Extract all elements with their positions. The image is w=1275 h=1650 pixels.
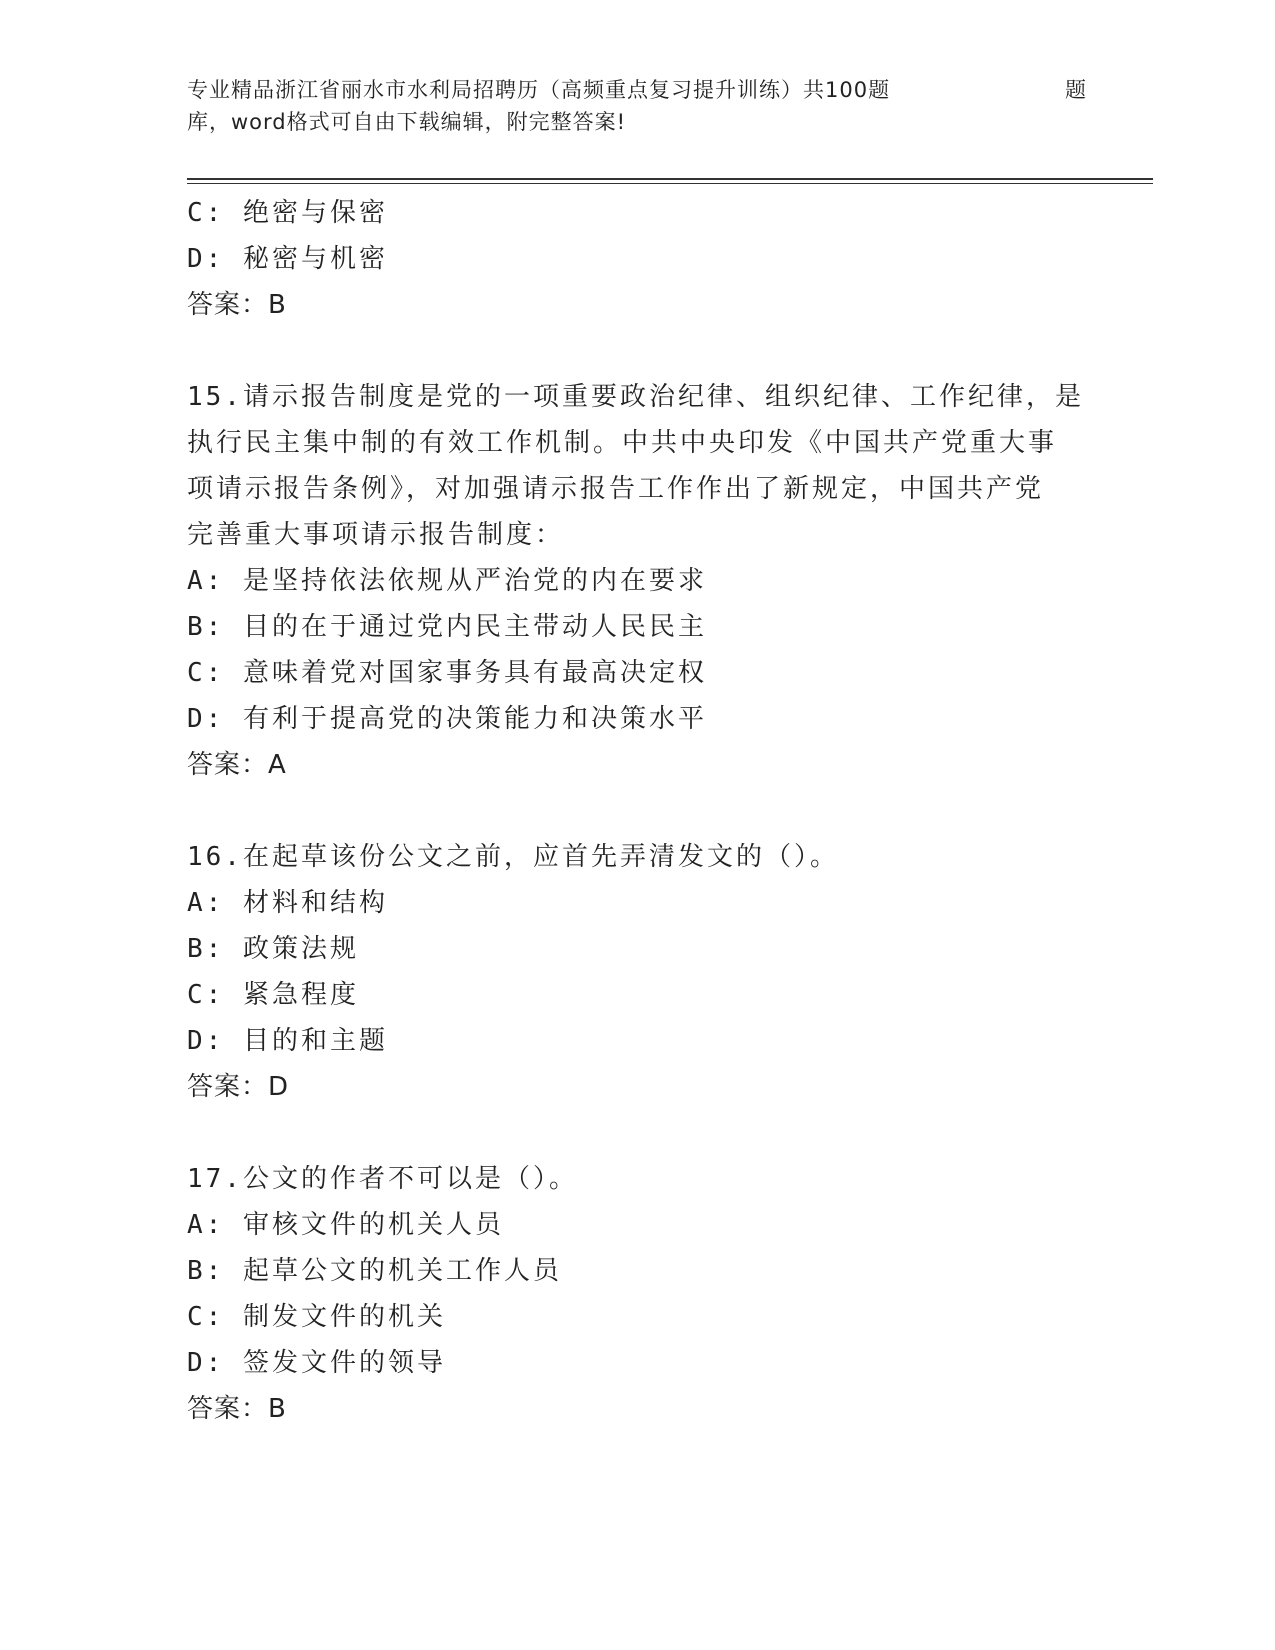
option-d: D: 有利于提高党的决策能力和决策水平 [187, 704, 707, 734]
question-stem: 16.在起草该份公文之前，应首先弄清发文的（）。 [187, 842, 839, 872]
question-stem-line: 15.请示报告制度是党的一项重要政治纪律、组织纪律、工作纪律，是 [187, 382, 1084, 412]
answer: 答案：D [187, 1072, 290, 1102]
option-c: C: 绝密与保密 [187, 198, 388, 228]
question-17 [187, 1156, 1087, 1432]
option-d: D: 目的和主题 [187, 1026, 388, 1056]
answer: 答案：A [187, 750, 287, 780]
header-line-1 [187, 74, 1087, 106]
option-d: D: 秘密与机密 [187, 244, 388, 274]
question-14-tail [187, 190, 1087, 328]
header-title-right: 题 [1065, 78, 1087, 102]
question-list [187, 190, 1087, 1432]
option-a: A: 材料和结构 [187, 888, 388, 918]
header-divider-thin [187, 183, 1153, 184]
option-a: A: 是坚持依法依规从严治党的内在要求 [187, 566, 707, 596]
option-a: A: 审核文件的机关人员 [187, 1210, 504, 1240]
answer: 答案：B [187, 290, 287, 320]
option-c: C: 意味着党对国家事务具有最高决定权 [187, 658, 707, 688]
question-stem-line: 项请示报告条例》，对加强请示报告工作作出了新规定，中国共产党 [187, 474, 1045, 504]
header-divider-thick [187, 178, 1153, 180]
option-d: D: 签发文件的领导 [187, 1348, 446, 1378]
option-b: B: 起草公文的机关工作人员 [187, 1256, 562, 1286]
question-stem: 17.公文的作者不可以是（）。 [187, 1164, 578, 1194]
option-b: B: 目的在于通过党内民主带动人民民主 [187, 612, 707, 642]
question-16 [187, 834, 1087, 1110]
question-15 [187, 374, 1087, 788]
page-header [187, 74, 1087, 138]
header-line-2: 库，word格式可自由下载编辑，附完整答案! [187, 110, 627, 134]
option-c: C: 制发文件的机关 [187, 1302, 446, 1332]
question-stem-line: 完善重大事项请示报告制度： [187, 520, 565, 550]
header-title: 专业精品浙江省丽水市水利局招聘历（高频重点复习提升训练）共100题 [187, 78, 891, 102]
option-c: C: 紧急程度 [187, 980, 359, 1010]
question-stem-line: 执行民主集中制的有效工作机制。中共中央印发《中国共产党重大事 [187, 428, 1058, 458]
option-b: B: 政策法规 [187, 934, 359, 964]
answer: 答案：B [187, 1394, 287, 1424]
